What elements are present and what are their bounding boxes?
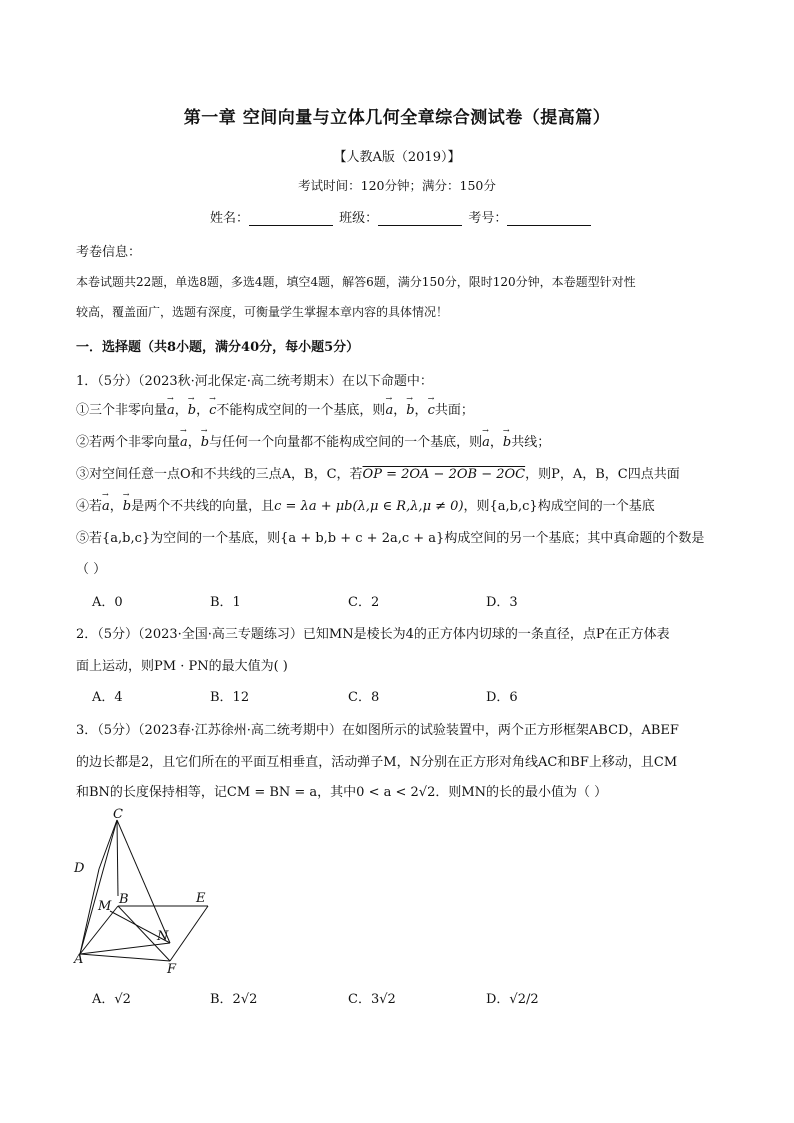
q1-choice-a[interactable]: A．0 [92,595,123,610]
q1-stem: 1．（5分）（2023秋·河北保定·高二统考期末）在以下命题中： [76,374,433,389]
q2-line2: 面上运动，则PM · PN的最大值为( ) [76,659,288,674]
page-title: 第一章 空间向量与立体几何全章综合测试卷（提高篇） [183,108,611,128]
q3-choice-a[interactable]: A．√2 [92,992,131,1007]
vector-equation-op: OP = 2OA − 2OB − 2OC [362,467,526,482]
edge-CB [117,820,118,896]
segment-CN [117,820,170,943]
segment-AN [80,943,170,954]
q3-line2: 的边长都是2，且它们所在的平面互相垂直，活动弹子M，N分别在正方形对角线AC和BF上移动，且CM [76,755,678,770]
q3-choice-c[interactable]: C．3√2 [348,992,396,1007]
vec-c: → c [209,403,216,418]
q3-line1: 3．（5分）（2023春·江苏徐州·高二统考期中）在如图所示的试验装置中，两个正方形框架ABCD，ABEF [76,723,679,738]
vec-a: → a [167,403,175,418]
label-B: B [119,892,129,907]
label-E: E [196,891,206,906]
q3-choice-b[interactable]: B．2√2 [210,992,258,1007]
id-label: 考号： [468,211,508,226]
q1-statement-1: ①三个非零向量→ a，→ b，→ c不能构成空间的一个基底，则→ a，→ b，→ c共面； [76,399,474,418]
q1-choice-d[interactable]: D．3 [486,595,518,610]
section1-heading: 一．选择题（共8小题，满分40分，每小题5分） [76,340,360,355]
label-N: N [157,929,169,944]
exam-info-heading: 考卷信息： [76,245,142,260]
q1-choice-b[interactable]: B．1 [210,595,241,610]
q2-choice-a[interactable]: A．4 [92,690,123,705]
student-info-row [210,207,593,226]
edge-FE [170,906,208,961]
label-M: M [98,899,112,914]
q1-statement-4: ④若→ a，→ b是两个不共线的向量，且c = λa + μb(λ,μ ∈ R,λ,μ ≠ 0)，则{a,b,c}构成空间的一个基底 [76,495,655,514]
diagonal-AC [80,820,117,954]
exam-info-line1: 本卷试题共22题，单选8题，多选4题，填空4题，解答6题，满分150分，限时120分钟，本卷题型针对性 [76,275,636,289]
label-C: C [113,807,123,822]
id-blank[interactable] [507,211,591,226]
q3-line3: 和BN的长度保持相等，记CM = BN = a，其中0 < a < 2√2．则MN的长的最小值为（ ） [76,785,608,800]
vector-equation-c: c = λa + μb(λ,μ ∈ R,λ,μ ≠ 0) [274,499,464,514]
q2-line1: 2．（5分）（2023·全国·高三专题练习）已知MN是棱长为4的正方体内切球的一条直径，点P在正方体表 [76,627,670,642]
label-D: D [74,861,85,876]
q2-choice-b[interactable]: B．12 [210,690,250,705]
q3-choice-d[interactable]: D．√2/2 [486,992,539,1007]
q2-choice-c[interactable]: C．8 [348,690,380,705]
q1-choice-c[interactable]: C．2 [348,595,380,610]
class-blank[interactable] [378,211,462,226]
label-A: A [74,952,84,967]
edge-AF [80,954,170,961]
vec-b: → b [188,403,196,418]
name-label: 姓名： [210,211,250,226]
q1-statement-5: ⑤若{a,b,c}为空间的一个基底，则{a + b,b + c + 2a,c + a}构成空间的另一个基底；其中真命题的个数是 [76,531,705,546]
q1-statement-3: ③对空间任意一点O和不共线的三点A，B，C，若OP = 2OA − 2OB − 2OC，则P，A，B，C四点共面 [76,467,680,482]
exam-info-line2: 较高，覆盖面广，选题有深度，可衡量学生掌握本章内容的具体情况！ [76,305,449,319]
edition-label: 【人教A版（2019）】 [333,150,461,165]
exam-time: 考试时间：120分钟；满分：150分 [298,178,496,193]
edge-DC [99,820,117,869]
q2-choice-d[interactable]: D．6 [486,690,518,705]
q1-paren: （ ） [76,562,107,577]
label-F: F [167,962,177,976]
q3-geometry-diagram [70,806,240,976]
class-label: 班级： [339,211,379,226]
name-blank[interactable] [249,211,333,226]
q1-statement-2: ②若两个非零向量→ a，→ b与任何一个向量都不能构成空间的一个基底，则→ a，→ b共线； [76,431,550,450]
